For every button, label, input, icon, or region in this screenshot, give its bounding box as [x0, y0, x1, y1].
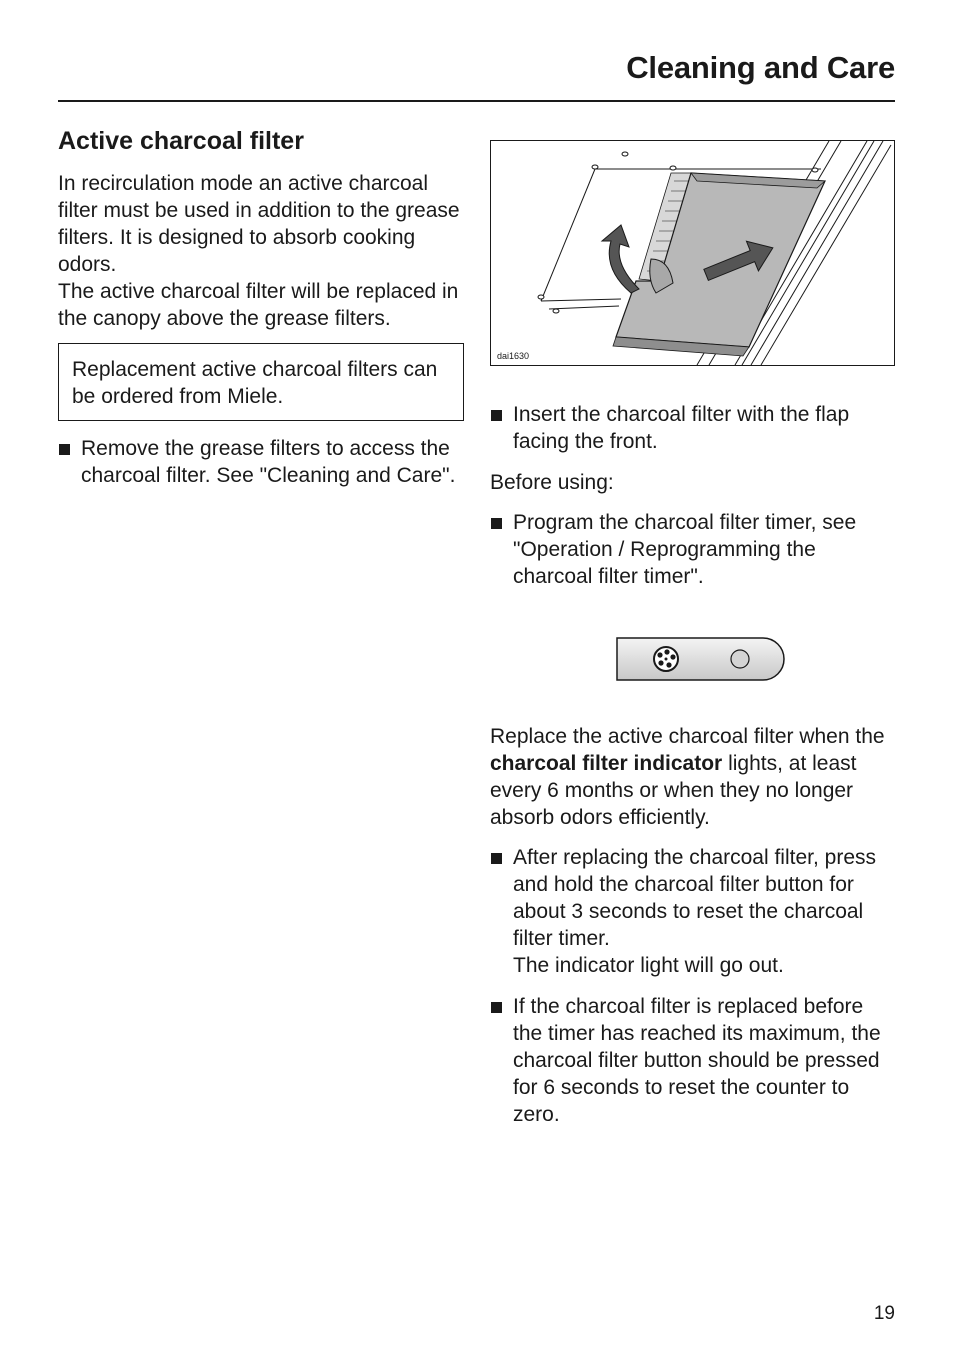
bullet-square-icon: [490, 509, 513, 590]
note-text: Replacement active charcoal filters can be ordered from Miele.: [72, 358, 438, 408]
intro-paragraph: In recirculation mode an active charcoal filter must be used in addition to the grease filters. It is designed to absorb cooking odors.: [58, 172, 460, 276]
charcoal-filter-button-panel: [615, 636, 787, 682]
replace-filter-paragraph: [490, 723, 895, 831]
bullet-text: Program the charcoal filter timer, see "Operation / Reprogramming the charcoal filter timer".: [513, 511, 857, 588]
bullet-text: After replacing the charcoal filter, press and hold the charcoal filter button for about 3 seconds to reset the charcoal filter timer. The indicator light will go out.: [513, 846, 877, 977]
section-title: Active charcoal filter: [58, 127, 304, 155]
bullet-text: If the charcoal filter is replaced before the timer has reached its maximum, the charcoal filter button should be pressed for 6 seconds to reset the counter to zero.: [513, 995, 881, 1126]
page-number: 19: [873, 1303, 895, 1324]
bullet-square-icon: [58, 435, 81, 489]
bullet-early-replacement: [490, 993, 895, 1128]
bullet-square-icon: [490, 993, 513, 1128]
charcoal-filter-icon: [654, 647, 678, 671]
filter-insertion-illustration: [491, 141, 894, 365]
bullet-program-timer: [490, 509, 895, 590]
replace-text-pre: Replace the active charcoal filter when the: [490, 725, 885, 748]
page-header-title: Cleaning and Care: [626, 50, 895, 85]
charcoal-filter-figure: [490, 140, 895, 366]
bullet-remove-grease-filters: [58, 435, 464, 489]
left-column: [58, 124, 464, 489]
right-column: [490, 140, 895, 1128]
bullet-text: Insert the charcoal filter with the flap facing the front.: [513, 403, 850, 453]
bullet-reset-timer: [490, 844, 895, 979]
control-panel-illustration: [490, 636, 895, 682]
indicator-term: charcoal filter indicator: [490, 752, 723, 775]
bullet-insert-filter: [490, 401, 895, 455]
replace-text-post: lights, at least every 6 months or when they no longer absorb odors efficiently.: [490, 752, 857, 829]
figure-code: dai1630: [497, 351, 530, 361]
intro-paragraph-2: The active charcoal filter will be replaced in the canopy above the grease filters.: [58, 280, 459, 330]
indicator-light-icon: [731, 650, 749, 668]
note-box: [58, 343, 464, 421]
bullet-square-icon: [490, 844, 513, 979]
before-using-label: Before using:: [490, 471, 614, 494]
bullet-text: Remove the grease filters to access the charcoal filter. See "Cleaning and Care".: [81, 437, 456, 487]
header-rule: [58, 100, 895, 102]
bullet-square-icon: [490, 401, 513, 455]
